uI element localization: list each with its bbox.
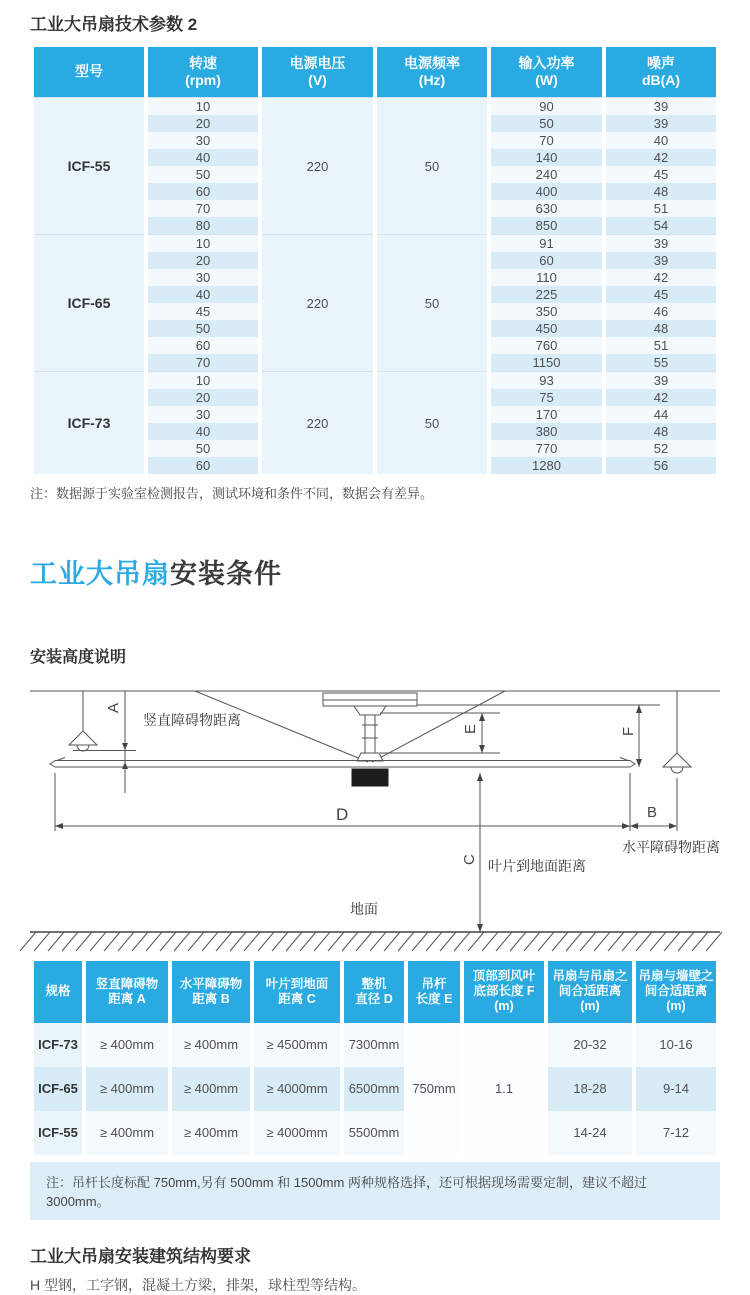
ground-hatch bbox=[20, 932, 722, 951]
power-cell: 380 bbox=[491, 423, 602, 440]
noise-cell: 39 bbox=[606, 115, 716, 132]
power-cell: 770 bbox=[491, 440, 602, 457]
column-header: 输入功率 (W) bbox=[491, 47, 602, 97]
dim-e-label: E bbox=[462, 723, 479, 734]
section-title bbox=[30, 558, 720, 592]
column-header: 电源频率 (Hz) bbox=[377, 47, 487, 97]
power-cell: 1280 bbox=[491, 457, 602, 474]
blade-ground-cell: ≥ 4500mm bbox=[254, 1023, 340, 1067]
rpm-cell: 70 bbox=[148, 200, 258, 217]
noise-cell: 40 bbox=[606, 132, 716, 149]
blade-ground-cell: ≥ 4000mm bbox=[254, 1067, 340, 1111]
noise-cell: 42 bbox=[606, 389, 716, 406]
column-header: 顶部到风叶 底部长度 F (m) bbox=[464, 961, 544, 1023]
rpm-cell: 40 bbox=[148, 286, 258, 303]
noise-cell: 56 bbox=[606, 457, 716, 474]
structure-requirements-body: H 型钢，工字钢，混凝土方梁，排架，球柱型等结构。 bbox=[30, 1276, 366, 1293]
fan-mount bbox=[323, 693, 417, 761]
power-cell: 240 bbox=[491, 166, 602, 183]
noise-cell: 39 bbox=[606, 97, 716, 115]
noise-cell: 52 bbox=[606, 440, 716, 457]
spec-cell: ICF-65 bbox=[34, 1067, 82, 1111]
power-cell: 70 bbox=[491, 132, 602, 149]
fan-blades bbox=[50, 757, 635, 767]
vertical-obstacle-label: 竖直障碍物距离 bbox=[143, 711, 241, 728]
section-title-blue: 工业大吊扇 bbox=[30, 559, 170, 590]
power-cell: 850 bbox=[491, 217, 602, 234]
rpm-cell: 10 bbox=[148, 371, 258, 389]
column-header: 叶片到地面 距离 C bbox=[254, 961, 340, 1023]
column-header: 电源电压 (V) bbox=[262, 47, 373, 97]
section-title-black: 安装条件 bbox=[170, 559, 282, 590]
column-header: 水平障碍物 距离 B bbox=[172, 961, 250, 1023]
vertical-obstacle-cell: ≥ 400mm bbox=[86, 1023, 168, 1067]
power-cell: 60 bbox=[491, 252, 602, 269]
diameter-cell: 5500mm bbox=[344, 1111, 404, 1155]
power-cell: 91 bbox=[491, 234, 602, 252]
fan-fan-distance-cell: 20-32 bbox=[548, 1023, 632, 1067]
frequency-cell: 50 bbox=[377, 97, 487, 234]
voltage-cell: 220 bbox=[262, 371, 373, 474]
column-header: 竖直障碍物 距离 A bbox=[86, 961, 168, 1023]
horizontal-obstacle-cell: ≥ 400mm bbox=[172, 1067, 250, 1111]
top-to-blade-cell: 1.1 bbox=[464, 1023, 544, 1155]
voltage-cell: 220 bbox=[262, 97, 373, 234]
rpm-cell: 50 bbox=[148, 440, 258, 457]
power-cell: 90 bbox=[491, 97, 602, 115]
horizontal-obstacle-cell: ≥ 400mm bbox=[172, 1111, 250, 1155]
column-header: 噪声 dB(A) bbox=[606, 47, 716, 97]
rpm-cell: 30 bbox=[148, 132, 258, 149]
noise-cell: 39 bbox=[606, 234, 716, 252]
rpm-cell: 70 bbox=[148, 354, 258, 371]
installation-height-subtitle: 安装高度说明 bbox=[30, 648, 127, 666]
power-cell: 140 bbox=[491, 149, 602, 166]
rpm-cell: 45 bbox=[148, 303, 258, 320]
ground-label: 地面 bbox=[350, 900, 378, 917]
vertical-obstacle-cell: ≥ 400mm bbox=[86, 1111, 168, 1155]
rpm-cell: 10 bbox=[148, 97, 258, 115]
horizontal-obstacle-cell: ≥ 400mm bbox=[172, 1023, 250, 1067]
table1-body bbox=[34, 97, 716, 474]
dim-b-label: B bbox=[647, 803, 658, 821]
installation-height-diagram bbox=[30, 683, 720, 958]
noise-cell: 48 bbox=[606, 183, 716, 200]
rpm-cell: 60 bbox=[148, 457, 258, 474]
table1-title: 工业大吊扇技术参数 2 bbox=[30, 15, 198, 34]
column-header: 吊杆 长度 E bbox=[408, 961, 460, 1023]
power-cell: 50 bbox=[491, 115, 602, 132]
dim-b bbox=[630, 804, 677, 829]
dim-a-label: A bbox=[105, 702, 122, 713]
fan-fan-distance-cell: 18-28 bbox=[548, 1067, 632, 1111]
rpm-cell: 20 bbox=[148, 252, 258, 269]
fan-wall-distance-cell: 9-14 bbox=[636, 1067, 716, 1111]
model-cell: ICF-73 bbox=[34, 371, 144, 474]
fan-wall-distance-cell: 7-12 bbox=[636, 1111, 716, 1155]
noise-cell: 39 bbox=[606, 252, 716, 269]
noise-cell: 51 bbox=[606, 200, 716, 217]
rpm-cell: 50 bbox=[148, 320, 258, 337]
frequency-cell: 50 bbox=[377, 234, 487, 371]
power-cell: 400 bbox=[491, 183, 602, 200]
noise-cell: 44 bbox=[606, 406, 716, 423]
vertical-obstacle-cell: ≥ 400mm bbox=[86, 1067, 168, 1111]
table-row bbox=[34, 1067, 716, 1111]
fan-wall-distance-cell: 10-16 bbox=[636, 1023, 716, 1067]
noise-cell: 46 bbox=[606, 303, 716, 320]
column-header: 规格 bbox=[34, 961, 82, 1023]
rpm-cell: 10 bbox=[148, 234, 258, 252]
dim-a bbox=[105, 691, 128, 793]
model-cell: ICF-55 bbox=[34, 97, 144, 234]
table2-body bbox=[34, 1023, 716, 1155]
dim-c bbox=[461, 773, 586, 932]
horizontal-obstacle-label: 水平障碍物距离 bbox=[622, 838, 720, 855]
rpm-cell: 40 bbox=[148, 149, 258, 166]
rpm-cell: 60 bbox=[148, 183, 258, 200]
noise-cell: 39 bbox=[606, 371, 716, 389]
column-header: 整机 直径 D bbox=[344, 961, 404, 1023]
rpm-cell: 40 bbox=[148, 423, 258, 440]
diameter-cell: 6500mm bbox=[344, 1067, 404, 1111]
power-cell: 170 bbox=[491, 406, 602, 423]
rpm-cell: 20 bbox=[148, 115, 258, 132]
installation-conditions-table bbox=[30, 961, 720, 1155]
spec-cell: ICF-73 bbox=[34, 1023, 82, 1067]
table-row bbox=[34, 97, 716, 115]
noise-cell: 45 bbox=[606, 166, 716, 183]
rpm-cell: 80 bbox=[148, 217, 258, 234]
table-row bbox=[34, 1111, 716, 1155]
rpm-cell: 50 bbox=[148, 166, 258, 183]
dim-f-label: F bbox=[620, 726, 637, 736]
noise-cell: 48 bbox=[606, 423, 716, 440]
rod-length-cell: 750mm bbox=[408, 1023, 460, 1155]
column-header: 吊扇与墙壁之 间合适距离 (m) bbox=[636, 961, 716, 1023]
column-header: 型号 bbox=[34, 47, 144, 97]
blade-to-ground-label: 叶片到地面距离 bbox=[488, 857, 586, 874]
noise-cell: 42 bbox=[606, 149, 716, 166]
power-cell: 93 bbox=[491, 371, 602, 389]
structure-requirements-title: 工业大吊扇安装建筑结构要求 bbox=[30, 1246, 251, 1266]
power-cell: 225 bbox=[491, 286, 602, 303]
column-header: 吊扇与吊扇之 间合适距离 (m) bbox=[548, 961, 632, 1023]
noise-cell: 51 bbox=[606, 337, 716, 354]
dim-d-label: D bbox=[336, 804, 349, 824]
noise-cell: 48 bbox=[606, 320, 716, 337]
power-cell: 760 bbox=[491, 337, 602, 354]
noise-cell: 42 bbox=[606, 269, 716, 286]
noise-cell: 55 bbox=[606, 354, 716, 371]
diameter-cell: 7300mm bbox=[344, 1023, 404, 1067]
fan-motor bbox=[352, 769, 388, 786]
table1-note: 注：数据源于实验室检测报告，测试环境和条件不同，数据会有差异。 bbox=[30, 486, 434, 502]
power-cell: 1150 bbox=[491, 354, 602, 371]
technical-parameters-table bbox=[30, 47, 720, 474]
rpm-cell: 20 bbox=[148, 389, 258, 406]
dim-f bbox=[417, 705, 660, 767]
power-cell: 630 bbox=[491, 200, 602, 217]
noise-cell: 54 bbox=[606, 217, 716, 234]
dim-c-label: C bbox=[461, 854, 478, 865]
right-lamp-obstacle bbox=[663, 691, 691, 773]
rpm-cell: 30 bbox=[148, 406, 258, 423]
power-cell: 110 bbox=[491, 269, 602, 286]
noise-cell: 45 bbox=[606, 286, 716, 303]
left-lamp-obstacle bbox=[69, 691, 136, 751]
table-row bbox=[34, 234, 716, 252]
dim-e bbox=[380, 713, 500, 753]
frequency-cell: 50 bbox=[377, 371, 487, 474]
table2-header-row bbox=[34, 961, 716, 1023]
table-row bbox=[34, 371, 716, 389]
rpm-cell: 60 bbox=[148, 337, 258, 354]
rpm-cell: 30 bbox=[148, 269, 258, 286]
power-cell: 75 bbox=[491, 389, 602, 406]
table-row bbox=[34, 1023, 716, 1067]
voltage-cell: 220 bbox=[262, 234, 373, 371]
power-cell: 450 bbox=[491, 320, 602, 337]
spec-cell: ICF-55 bbox=[34, 1111, 82, 1155]
table2-note: 注：吊杆长度标配 750mm,另有 500mm 和 1500mm 两种规格选择，还可根据现场需要定制，建议不超过 3000mm。 bbox=[30, 1162, 720, 1220]
model-cell: ICF-65 bbox=[34, 234, 144, 371]
fan-fan-distance-cell: 14-24 bbox=[548, 1111, 632, 1155]
table1-header-row bbox=[34, 47, 716, 97]
blade-ground-cell: ≥ 4000mm bbox=[254, 1111, 340, 1155]
power-cell: 350 bbox=[491, 303, 602, 320]
column-header: 转速 (rpm) bbox=[148, 47, 258, 97]
